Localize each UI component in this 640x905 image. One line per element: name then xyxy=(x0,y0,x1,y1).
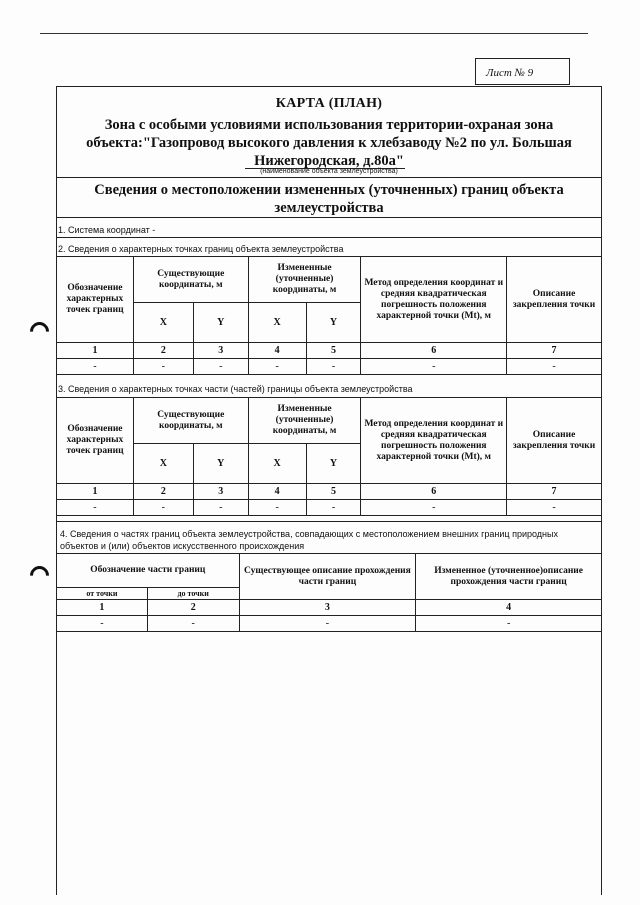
header-method: Метод определения координат и средняя квадратическая погрешность положения характерной точки (Mt), м xyxy=(361,398,507,484)
col-number: 2 xyxy=(147,600,239,616)
col-number: 7 xyxy=(507,343,602,359)
header-part-name: Обозначение части границ xyxy=(57,554,240,588)
cell: - xyxy=(133,500,193,516)
section-3-label: 3. Сведения о характерных точках части (частей) границы объекта землеустройства xyxy=(58,384,413,394)
sheet-number: Лист № 9 xyxy=(475,58,570,85)
table-row xyxy=(57,500,602,516)
header-x: X xyxy=(248,303,306,343)
parts-table xyxy=(56,553,602,632)
header-existing-coords: Существующие координаты, м xyxy=(133,398,248,444)
divider xyxy=(56,217,602,218)
col-number: 5 xyxy=(306,484,361,500)
header-point-name: Обозначение характерных точек границ xyxy=(57,398,134,484)
cell: - xyxy=(57,500,134,516)
top-rule xyxy=(40,33,588,34)
col-number: 1 xyxy=(57,484,134,500)
cell: - xyxy=(57,359,134,375)
col-number: 4 xyxy=(248,484,306,500)
section-4-label: 4. Сведения о частях границ объекта землеустройства, совпадающих с местоположением внешних границ природных объектов и (или) объектов искусственного происхождения xyxy=(60,529,558,551)
col-number: 7 xyxy=(507,484,602,500)
header-description: Описание закрепления точки xyxy=(507,257,602,343)
header-to-point: до точки xyxy=(147,588,239,600)
cell: - xyxy=(133,359,193,375)
cell: - xyxy=(306,500,361,516)
header-changed-coords: Измененные (уточненные) координаты, м xyxy=(248,257,361,303)
col-number: 3 xyxy=(239,600,416,616)
col-number: 4 xyxy=(416,600,602,616)
table-row xyxy=(57,359,602,375)
col-number: 5 xyxy=(306,343,361,359)
header-y: Y xyxy=(306,303,361,343)
table-row xyxy=(57,343,602,359)
cell: - xyxy=(193,500,248,516)
header-existing-desc: Существующее описание прохождения части границ xyxy=(239,554,416,600)
col-number: 6 xyxy=(361,484,507,500)
header-y: Y xyxy=(306,444,361,484)
table-row xyxy=(57,600,602,616)
divider xyxy=(56,177,602,178)
col-number: 3 xyxy=(193,343,248,359)
header-changed-desc: Измененное (уточненное)описание прохождения части границ xyxy=(416,554,602,600)
header-method: Метод определения координат и средняя квадратическая погрешность положения характерной точки (Mt), м xyxy=(361,257,507,343)
header-x: X xyxy=(133,444,193,484)
cell: - xyxy=(361,359,507,375)
object-caption: (наименование объекта землеустройства) xyxy=(260,168,398,175)
header-y: Y xyxy=(193,303,248,343)
cell: - xyxy=(507,500,602,516)
section-title: Сведения о местоположении измененных (уточненных) границ объекта землеустройства xyxy=(94,182,564,216)
punch-hole-mark xyxy=(26,318,53,345)
cell: - xyxy=(361,500,507,516)
header-x: X xyxy=(133,303,193,343)
cell: - xyxy=(239,616,416,632)
col-number: 3 xyxy=(193,484,248,500)
header-y: Y xyxy=(193,444,248,484)
coord-system-line: 1. Система координат - xyxy=(58,225,156,235)
header-description: Описание закрепления точки xyxy=(507,398,602,484)
cell: - xyxy=(416,616,602,632)
cell: - xyxy=(57,616,148,632)
part-points-table xyxy=(56,397,602,516)
col-number: 2 xyxy=(133,343,193,359)
col-number: 1 xyxy=(57,600,148,616)
points-table xyxy=(56,256,602,375)
col-number: 2 xyxy=(133,484,193,500)
header-changed-coords: Измененные (уточненные) координаты, м xyxy=(248,398,361,444)
table-row xyxy=(57,484,602,500)
table-row xyxy=(57,616,602,632)
col-number: 6 xyxy=(361,343,507,359)
cell: - xyxy=(193,359,248,375)
header-point-name: Обозначение характерных точек границ xyxy=(57,257,134,343)
divider xyxy=(56,521,602,522)
header-x: X xyxy=(248,444,306,484)
col-number: 4 xyxy=(248,343,306,359)
document-title: КАРТА (ПЛАН) xyxy=(275,96,383,111)
object-name: Зона с особыми условиями использования территории-охраная зона объекта:"Газопровод высокого давления к хлебзаводу №2 по ул. Большая Нижегородская, д.80а" xyxy=(86,117,572,169)
cell: - xyxy=(147,616,239,632)
divider xyxy=(56,237,602,238)
punch-hole-mark xyxy=(26,562,53,589)
header-from-point: от точки xyxy=(57,588,148,600)
header-existing-coords: Существующие координаты, м xyxy=(133,257,248,303)
cell: - xyxy=(248,359,306,375)
cell: - xyxy=(306,359,361,375)
col-number: 1 xyxy=(57,343,134,359)
section-2-label: 2. Сведения о характерных точках границ объекта землеустройства xyxy=(58,244,344,254)
cell: - xyxy=(507,359,602,375)
cell: - xyxy=(248,500,306,516)
